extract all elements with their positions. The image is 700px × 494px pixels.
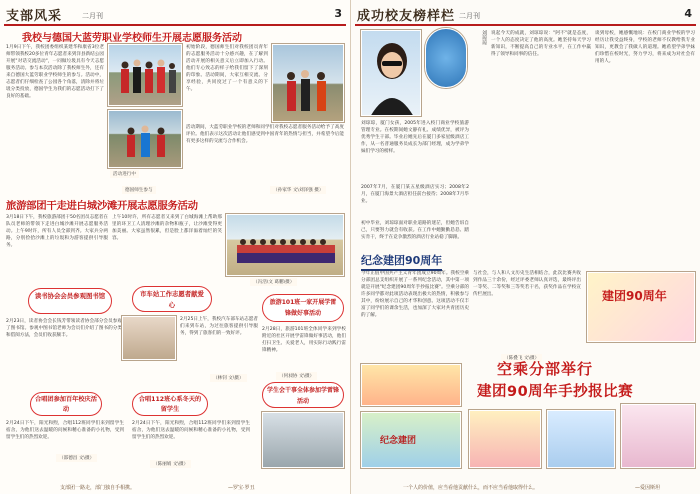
profile-col3: 谈到母校，她感慨地说：在校门商业学校的学习经历让我受益终身，学校的老师不仅教给我专业知识，更教会了我做人的道理。她希望学弟学妹们珍惜在校时光，努力学习，将来成为对社会有用的人。 <box>595 31 695 64</box>
volunteers-park-figures <box>109 111 182 168</box>
anniv-byline: （陈叠飞 文\摄） <box>501 354 542 362</box>
article-german-volunteer-col2: 初始阶段，德国师生们对我校团员青年的志愿服务活动十分感兴趣，在了解到活动开展的相关意义后立即加入行动。他们专心致志的样子给我们留下了深刻的印象。活动期间，大家互相交流、分享经验，共同度过了一个有意义的下午。 <box>186 45 268 92</box>
article-anniversary: 今年正值中国共产主义青年团成立90周年。我校空乘分部团总支组织开展了一系列纪念活动，其中第一项就是开展"纪念建团90周年手抄报比赛"。空乘分部的许多同学都对此项活动表现出极大的热情，积极参与其中，纷纷展示自己的才华和创意。这项活动不仅丰富了同学们的课余生活，也加深了大家对共青团历史的了解。 <box>361 271 469 318</box>
right-page <box>350 0 700 494</box>
profile-col2: 说起今天的成就，刘琼琼说："阿不"就是态度，一个人的态度决定了他的高度。她坚持每天学习新知识，不断提高自己的专业水平，在工作中赢得了领导和同事的信任。 <box>491 31 591 57</box>
left-month-label: 二月刊 <box>82 12 103 20</box>
poster-thumbnail-5 <box>621 404 695 468</box>
poster-thumbnail-4 <box>547 410 615 468</box>
left-page-number: 3 <box>334 7 342 20</box>
right-footer-slogan: 一个人的价值，应当看他贡献什么，而不应当看他取得什么。 <box>403 485 539 491</box>
contest-title-line2: 建团90周年手抄报比赛 <box>477 384 634 400</box>
bubble-student-union: 学生会干事全体参加学雷锋活动 <box>262 382 344 408</box>
bubble-choir-foreign-students: 合唱112班心系冬天的留学生 <box>132 392 208 416</box>
left-footer-slogan: 支部团一路走，部门独自手相携。 <box>60 485 136 491</box>
photo1-caption: 活动进行中 <box>110 170 139 178</box>
contest-title-line1: 空乘分部举行 <box>497 360 594 378</box>
photo-volunteers-group <box>108 44 182 106</box>
poster-label-2: 纪念建团 <box>380 436 417 446</box>
portrait-figure <box>362 31 421 116</box>
left-footer-dept: —罗宝·罗丑 <box>228 485 255 491</box>
article-beach-col1: 3月18日下午，我校旅游部团干50名团员志愿者在队员老师的带领下走进白城沙滩开展志愿服务活动。上午9时许，所有人员全部到齐。大家兵分两路，分别捡拾沙滩上的垃圾和为游客提供引导服务。 <box>6 215 108 248</box>
bubble-station-volunteers: 市车站工作志愿者献爱心 <box>132 286 212 312</box>
photo-volunteers-park <box>108 110 182 168</box>
badge-graphic <box>425 28 467 88</box>
right-month-label: 二月刊 <box>459 12 480 20</box>
photo2-caption: 德国师生参与 <box>122 186 156 194</box>
volunteers-group-figures <box>109 45 182 106</box>
poster-label-1: 建团90周年 <box>602 289 667 303</box>
right-footer-author: —爱因斯坦 <box>635 485 661 491</box>
portrait-name: 刘琼琼 <box>481 30 487 45</box>
left-section-title: 支部风采 <box>6 9 63 24</box>
beach-group-figures <box>227 215 344 276</box>
poster-thumbnail-3 <box>469 410 541 468</box>
poster-thumbnail-2 <box>361 412 461 468</box>
photo-german-students <box>272 44 344 122</box>
headline-german-volunteer: 我校与德国大蓝劳职业学校师生开展志愿服务活动 <box>22 33 242 44</box>
article-tourism-class: 2月28日，旅游101班全体同学来到学校附近的社区开展学雷锋做好事活动，他们打扫卫生、关爱老人，用实际行动践行雷锋精神。 <box>262 327 346 353</box>
profile-years: 2007年7月，在厦门某五星级酒店实习；2008年2月，在厦门海景大酒店担任前台接待；2008年7月毕业。 <box>361 185 469 204</box>
portrait-photo <box>361 30 421 116</box>
photo-station <box>122 316 176 360</box>
bubble-reading-club: 读书协会会员参观图书馆 <box>28 288 112 314</box>
photo-student-union <box>262 412 344 468</box>
article-german-volunteer-col1: 1月9日下午，我校团委组织某建华和康省3位老师带领我校20多位青年志愿者来到洋县新结公园开展"对话交流活动"，一同做垃圾具有今天志愿服务活动。参与本次活动除了我校师生外，还有来自德国大蓝劳职业学校师生的参与。活动中，志愿者们仔细检查了公园各个角落，清除并将垃圾分类投放，德国学生为我们的志愿活动打下了良好的基础。 <box>6 45 104 99</box>
headline-beach-volunteer: 旅游部团干走进白城沙滩开展志愿服务活动 <box>6 200 198 212</box>
profile-intro: 刘琼琼，厦门女孩，2005年进入校门商业学校旅游管理专业。在校期间她文静有礼、成绩优异，被评为优秀学生干部。毕业后她先后在厦门多家星级酒店工作，从一名普通服务员成长为部门经理，成为学弟学妹们学习的榜样。 <box>361 121 469 154</box>
left-page-header <box>4 4 346 26</box>
photo-beach-group <box>226 214 344 276</box>
article-reading-club: 2月23日，读者协会会长钱芳带领读者协会部分会员参观了图书馆。参观中图书馆老师为会员们介绍了图书的分类和借阅方法，会员们收获颇丰。 <box>6 319 122 338</box>
article-choir: 2月24日下午，阳光和煦，合唱112班同学们来到留学生宿舍，为他们送去温暖的问候和精心准备的小礼物，受到留学生们的热烈欢迎。 <box>6 421 124 440</box>
article-anniversary-2: 与社会，与人和人文历史生活相结合，此次比赛共收到作品三十余份，经过评委老师认真评选，最终评出一等奖、二等奖和三等奖若干名，获奖作品在学校宣传栏展出。 <box>473 271 581 297</box>
german-students-figures <box>273 45 344 122</box>
article-choir-2: 2月24日下午，阳光和煦，合唱112班同学们来到留学生宿舍，为他们送去温暖的问候和精心准备的小礼物，受到留学生们的热烈欢迎。 <box>132 421 250 440</box>
article3-byline: （邵德昌 文\摄） <box>56 454 97 462</box>
article1-byline: （孙家华 文\刘泽强 摄） <box>270 186 326 194</box>
article-german-volunteer-col3: 活动期间，大蓝劳职业学校的老师和同学们对我校志愿者服务活动给予了高度评价。他们表示这次活动让他们感受到中国青年的热情与担当，并希望今后能有更多这样的交流与合作机会。 <box>186 125 344 144</box>
article2-byline: （冯浩\文 葛鹏\摄） <box>250 278 297 286</box>
profile-early-career: 初中毕业，刘琼琼面对职业道路的迷茫，但她告诉自己，只要努力就会有收获。在工作中她勤勤恳恳、踏实肯干，终于在竞争激烈的酒店行业站稳了脚跟。 <box>361 221 469 240</box>
right-page-header <box>355 4 696 26</box>
right-page-number: 4 <box>684 7 692 20</box>
article5-byline: （何昶协 文\摄） <box>276 372 317 380</box>
article-beach-col2: 上午10时许，所有志愿者又来到了白城海滩上帮助那里的环卫工人清理沙滩的杂物和瓶子，让沙滩变得更加美丽。大家虽然很累，但是脸上都洋溢着灿烂的笑容。 <box>112 215 222 241</box>
poster-thumbnail-1 <box>361 364 461 406</box>
article6-byline: （陈丽娟 文\摄） <box>150 460 191 468</box>
bubble-choir-anniv: 合唱团参加百年校庆活动 <box>30 392 102 416</box>
headline-anniversary: 纪念建团90周年 <box>361 252 442 271</box>
right-section-title: 成功校友榜样栏 <box>357 9 456 24</box>
article4-byline: （林钊 文\摄） <box>210 374 247 382</box>
poster-anniversary <box>587 272 695 342</box>
article-station: 2月25日上午，我校汽车部车站志愿者们来到车站，为过往旅客提供引导服务，得到了旅客们的一致好评。 <box>180 317 258 336</box>
bubble-tourism-class: 旅游101班一家开展学雷锋做好事活动 <box>262 294 344 322</box>
